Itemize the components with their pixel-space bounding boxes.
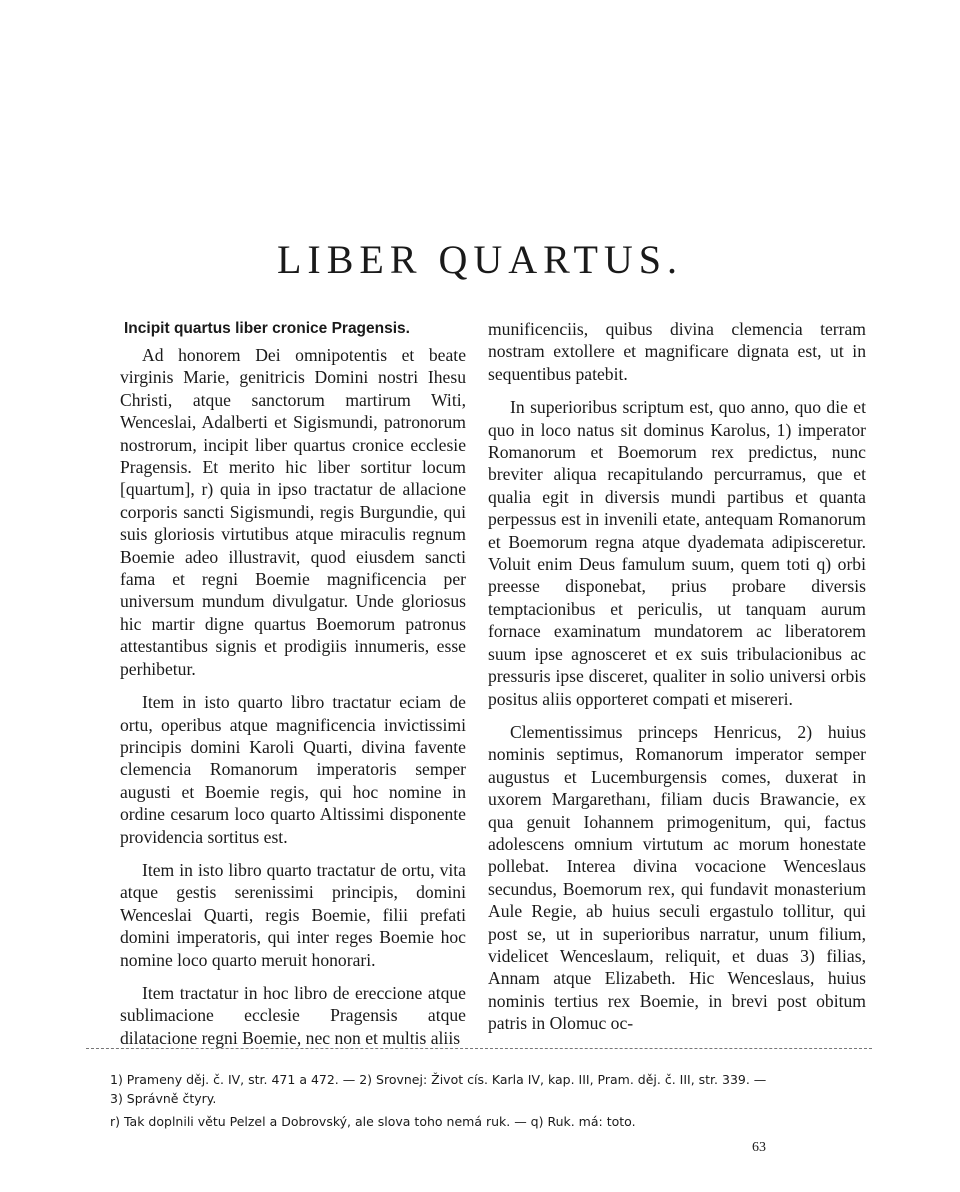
footnote-line: 3) Správně čtyry. — [110, 1091, 217, 1106]
page-number: 63 — [752, 1140, 766, 1155]
footnote-line: r) Tak doplnili větu Pelzel a Dobrovský, ale slova toho nemá ruk. — q) Ruk. má: toto. — [110, 1114, 636, 1129]
left-column — [120, 318, 466, 1049]
paragraph: In superioribus scriptum est, quo anno, quo die et quo in loco natus sit dominus Karolus, 1) imperator Romanorum et Boemorum rex predictus, nunc breviter aliqua recapitulando percurramus, que et qualia egit in diversis mundi partibus et quanta perpessus est in invenili etate, antequam Romanorum et Boemorum regna atque dyademata adipisceretur. Voluit enim Deus famulum suum, quem toti q) orbi preesse disponebat, prius probare diversis temptacionibus et periculis, ut tanquam aurum fornace examinatum mundatorem ac liberatorem suum ipse agnosceret et ex suis tribulacionibus ac pressuris ipse disceret, qualiter in solio universi orbis positus aliis opporteret compati et misereri. — [488, 397, 866, 709]
section-heading: Incipit quartus liber cronice Pragensis. — [124, 320, 410, 337]
footnote-line: 1) Prameny děj. č. IV, str. 471 a 472. — 2) Srovnej: Život cís. Karla IV, kap. III, Pram. děj. č. III, str. 339. — — [110, 1072, 767, 1087]
paragraph: Item tractatur in hoc libro de ereccione atque sublimacione ecclesie Pragensis atque dilatacione regni Boemie, nec non et multis aliis — [120, 982, 466, 1048]
paragraph: Item in isto libro quarto tractatur de ortu, vita atque gestis serenissimi principis, domini Wenceslai Quarti, regis Boemie, filii prefati domini imperatoris, qui inter reges Boemie hoc nomine loco quarto meruit honorari. — [120, 859, 466, 970]
paragraph: Ad honorem Dei omnipotentis et beate virginis Marie, genitricis Domini nostri Ihesu Christi, atque sanctorum martirum Witi, Wenceslai, Adalberti et Sigismundi, patronorum nostrorum, incipit liber quartus cronice ecclesie Pragensis. Et merito hic liber sortitur locum [quartum], r) quia in ipso tractatur de allacione corporis sancti Sigismundi, regis Burgundie, qui suis gloriosis virtutibus atque miraculis regnum Boemie adeo illustravit, quod eiusdem sancti fama et regni Boemie magnificencia per universum mundum divulgatur. Unde gloriosus hic martir digne quartus Boemorum patronus attestantibus signis et prodigiis innumeris, esse perhibetur. — [120, 345, 466, 679]
footnotes-textual — [110, 1112, 870, 1131]
paragraph: Item in isto quarto libro tractatur eciam de ortu, operibus atque magnificencia invictissimi principis domini Karoli Quarti, divina favente clemencia Romanorum imperatoris semper augusti et Boemie regis, qui hoc nomine in ordine cesarum loco quarto Altissimi disponente providencia sortitus est. — [120, 692, 466, 847]
paragraph: munificenciis, quibus divina clemencia terram nostram extollere et magnificare dignata est, ut in sequentibus patebit. — [488, 319, 866, 384]
paragraph: Clementissimus princeps Henricus, 2) huius nominis septimus, Romanorum imperator semper augustus et Lucemburgensis comes, duxerat in uxorem Margarethanı, filiam ducis Brawancie, ex qua genuit Iohannem primogenitum, qui, factus adolescens omnium virtutum ac morum honestate pollebat. Interea divina vocacione Wenceslaus secundus, Boemorum rex, qui fundavit monasterium Aule Regie, ab huius seculi ergastulo tollitur, qui post se, ut in superioribus narratur, unum filium, videlicet Wenceslaum, reliquit, et duas 3) filias, Annam atque Elizabeth. Hic Wenceslaus, huius nominis tertius rex Boemie, in brevi post obitum patris in Olomuc oc- — [488, 721, 866, 1034]
page-title: LIBER QUARTUS. — [276, 237, 684, 282]
right-column — [488, 318, 866, 1035]
footnote-divider — [86, 1048, 872, 1049]
footnotes-sources — [110, 1070, 870, 1108]
